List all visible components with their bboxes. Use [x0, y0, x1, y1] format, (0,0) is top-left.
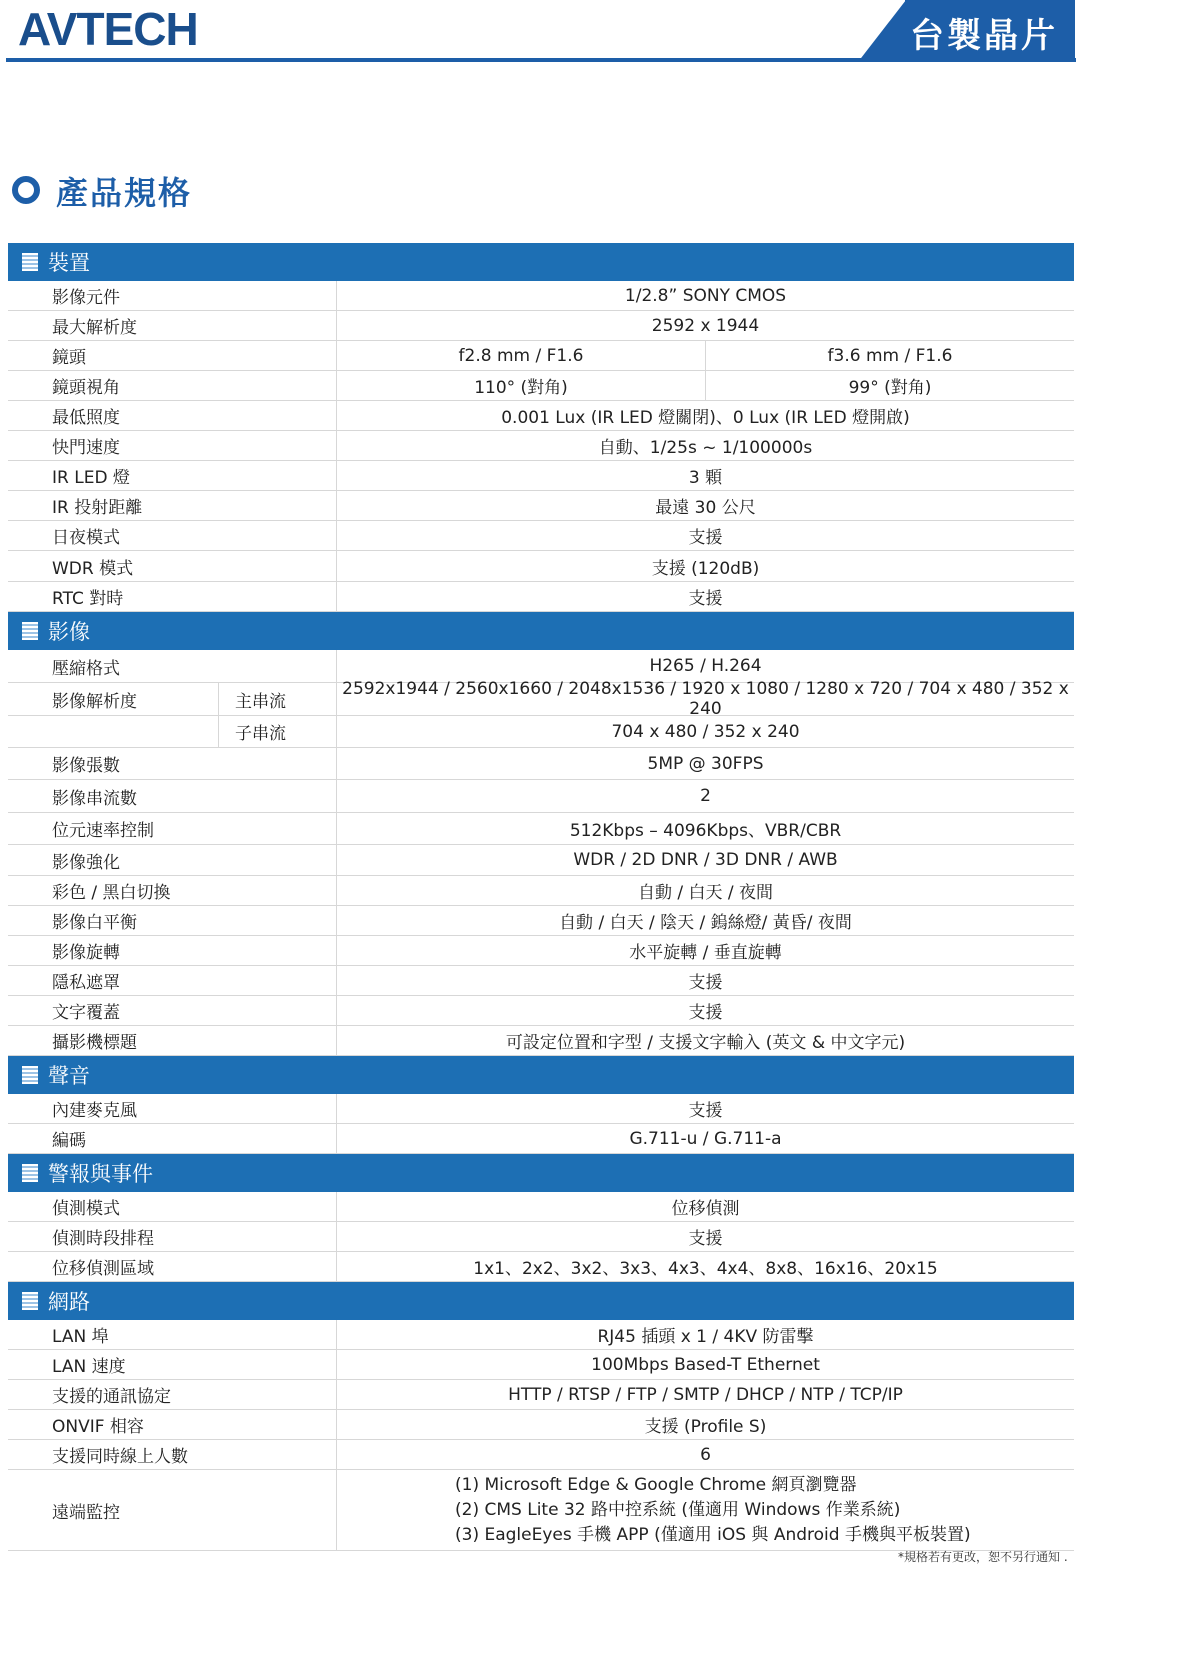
spec-value: 支援 (120dB) — [651, 558, 760, 579]
spec-label: 快門速度 — [8, 431, 337, 460]
spec-row — [8, 813, 1074, 845]
spec-value: 支援 — [688, 1003, 723, 1023]
spec-value-b: f3.6 mm / F1.6 — [705, 341, 1074, 370]
list-item: (3) EagleEyes 手機 APP (僅適用 iOS 與 Android 手機與平板裝置) — [455, 1524, 971, 1545]
spec-row-resolution-sub — [8, 716, 1074, 748]
spec-label: RTC 對時 — [8, 582, 337, 611]
spec-row — [8, 1026, 1074, 1056]
spec-value: 可設定位置和字型 / 支援文字輸入 (英文 & 中文字元) — [505, 1033, 906, 1053]
spec-value: 水平旋轉 / 垂直旋轉 — [629, 943, 782, 963]
section-title: 警報與事件 — [48, 1162, 153, 1186]
spec-value: 自動、1/25s ~ 1/100000s — [598, 438, 813, 458]
section-icon — [22, 622, 38, 640]
tag-slant — [858, 0, 906, 62]
section-header-device — [8, 243, 1074, 281]
spec-label: 攝影機標題 — [8, 1026, 337, 1055]
list-item: (2) CMS Lite 32 路中控系統 (僅適用 Windows 作業系統) — [455, 1499, 901, 1520]
spec-value: 支援 — [688, 1229, 723, 1249]
spec-value: 支援 — [688, 589, 723, 609]
spec-label: 影像強化 — [8, 845, 337, 875]
spec-row — [8, 1222, 1074, 1252]
section-title: 裝置 — [48, 251, 90, 275]
spec-value: WDR / 2D DNR / 3D DNR / AWB — [573, 850, 838, 870]
spec-value: 2592x1944 / 2560x1660 / 2048x1536 / 1920 x 1080 / 1280 x 720 / 704 x 480 / 352 x 240 — [342, 679, 1069, 719]
spec-label: IR LED 燈 — [8, 461, 337, 490]
spec-row — [8, 491, 1074, 521]
spec-label: 隱私遮罩 — [8, 966, 337, 995]
spec-row — [8, 551, 1074, 582]
spec-row — [8, 461, 1074, 491]
tag-label: 台製晶片 — [910, 16, 1058, 56]
spec-value: 支援 — [688, 973, 723, 993]
spec-row — [8, 780, 1074, 813]
spec-label: 位移偵測區域 — [8, 1252, 337, 1281]
spec-label: 壓縮格式 — [8, 650, 337, 682]
spec-value: 6 — [700, 1444, 711, 1465]
section-header-network — [8, 1282, 1074, 1320]
spec-value: HTTP / RTSP / FTP / SMTP / DHCP / NTP / TCP/IP — [508, 1384, 903, 1405]
section-icon — [22, 253, 38, 271]
spec-label: 鏡頭 — [8, 341, 337, 370]
spec-value: 支援 (Profile S) — [644, 1417, 767, 1437]
spec-value: 支援 — [688, 1101, 723, 1121]
spec-label: 影像解析度 — [8, 683, 219, 715]
spec-label: 影像白平衡 — [8, 906, 337, 935]
spec-row — [8, 371, 1074, 401]
spec-value: 5MP @ 30FPS — [647, 753, 764, 774]
spec-label: 文字覆蓋 — [8, 996, 337, 1025]
spec-value: 自動 / 白天 / 陰天 / 鎢絲燈/ 黃昏/ 夜間 — [559, 913, 852, 933]
spec-sublabel: 子串流 — [235, 724, 286, 744]
header — [0, 0, 1200, 70]
spec-label: 支援同時線上人數 — [8, 1440, 337, 1469]
spec-row — [8, 311, 1074, 341]
spec-value: 704 x 480 / 352 x 240 — [611, 721, 800, 742]
spec-value: 100Mbps Based-T Ethernet — [591, 1354, 820, 1375]
spec-row — [8, 582, 1074, 612]
spec-label: 支援的通訊協定 — [8, 1380, 337, 1409]
bullet-icon — [12, 176, 40, 204]
spec-label: 編碼 — [8, 1124, 337, 1153]
spec-row — [8, 748, 1074, 780]
footnote: *規格若有更改，恕不另行通知 . — [898, 1550, 1068, 1564]
spec-label: LAN 埠 — [8, 1320, 337, 1349]
spec-row — [8, 1350, 1074, 1380]
spec-row — [8, 845, 1074, 876]
section-title: 聲音 — [48, 1064, 90, 1088]
spec-value: 1/2.8” SONY CMOS — [624, 285, 787, 306]
spec-value: H265 / H.264 — [649, 656, 762, 676]
spec-row-resolution-main — [8, 679, 1074, 719]
spec-label: 鏡頭視角 — [8, 371, 337, 400]
spec-value: 位移偵測 — [671, 1199, 740, 1219]
spec-value: 1x1、2x2、3x2、3x3、4x3、4x4、8x8、16x16、20x15 — [473, 1259, 938, 1279]
page-title-text: 產品規格 — [56, 174, 193, 212]
spec-value: 0.001 Lux (IR LED 燈關閉)、0 Lux (IR LED 燈開啟) — [501, 408, 910, 428]
spec-row — [8, 401, 1074, 431]
spec-value: 512Kbps – 4096Kbps、VBR/CBR — [569, 821, 842, 841]
spec-value: 2592 x 1944 — [651, 315, 760, 336]
spec-value-a: 110° (對角) — [474, 378, 568, 398]
spec-value: 2 — [700, 786, 711, 806]
spec-row — [8, 1410, 1074, 1440]
spec-label: ONVIF 相容 — [8, 1410, 337, 1439]
spec-row — [8, 431, 1074, 461]
spec-row — [8, 966, 1074, 996]
spec-label: WDR 模式 — [8, 551, 337, 581]
spec-row — [8, 1320, 1074, 1350]
spec-label: 影像串流數 — [8, 780, 337, 812]
spec-row — [8, 1192, 1074, 1222]
spec-row — [8, 521, 1074, 551]
spec-row — [8, 281, 1074, 311]
spec-row — [8, 341, 1074, 371]
spec-table — [8, 243, 1074, 1551]
spec-row — [8, 1440, 1074, 1470]
section-header-alarm — [8, 1154, 1074, 1192]
spec-label: 最低照度 — [8, 401, 337, 430]
brand-logo: AVTECH — [18, 3, 198, 55]
spec-row — [8, 936, 1074, 966]
spec-label: 最大解析度 — [8, 311, 337, 340]
spec-label: 內建麥克風 — [8, 1094, 337, 1123]
spec-label: 彩色 / 黑白切換 — [8, 876, 337, 905]
spec-row — [8, 1380, 1074, 1410]
spec-value: G.711-u / G.711-a — [629, 1128, 782, 1149]
section-title: 影像 — [48, 620, 90, 644]
spec-row — [8, 906, 1074, 936]
spec-row — [8, 1094, 1074, 1124]
section-icon — [22, 1292, 38, 1310]
section-title: 網路 — [48, 1290, 90, 1314]
spec-row — [8, 1124, 1074, 1154]
spec-label: 影像張數 — [8, 748, 337, 779]
list-item: (1) Microsoft Edge & Google Chrome 網頁瀏覽器 — [455, 1474, 857, 1495]
spec-label: 偵測時段排程 — [8, 1222, 337, 1251]
spec-sublabel: 主串流 — [219, 683, 336, 716]
spec-value: 自動 / 白天 / 夜間 — [637, 883, 774, 903]
spec-value: RJ45 插頭 x 1 / 4KV 防雷擊 — [597, 1327, 814, 1347]
section-icon — [22, 1164, 38, 1182]
spec-value: 3 顆 — [688, 468, 723, 488]
section-header-image — [8, 612, 1074, 650]
spec-value-list — [337, 1470, 1074, 1550]
spec-label: IR 投射距離 — [8, 491, 337, 520]
spec-row — [8, 1252, 1074, 1282]
spec-row — [8, 876, 1074, 906]
spec-label: 影像旋轉 — [8, 936, 337, 965]
section-icon — [22, 1066, 38, 1084]
section-header-audio — [8, 1056, 1074, 1094]
spec-value-b: 99° (對角) — [705, 371, 1074, 400]
spec-row — [8, 996, 1074, 1026]
spec-label: 遠端監控 — [8, 1470, 337, 1550]
spec-value: 最遠 30 公尺 — [655, 498, 756, 518]
spec-value: 支援 — [688, 528, 723, 548]
spec-row — [8, 1470, 1074, 1551]
spec-value-a: f2.8 mm / F1.6 — [458, 345, 584, 366]
spec-label: LAN 速度 — [8, 1350, 337, 1379]
spec-label: 位元速率控制 — [8, 813, 337, 844]
spec-label: 偵測模式 — [8, 1192, 337, 1221]
spec-label: 影像元件 — [8, 281, 337, 310]
spec-label: 日夜模式 — [8, 521, 337, 550]
